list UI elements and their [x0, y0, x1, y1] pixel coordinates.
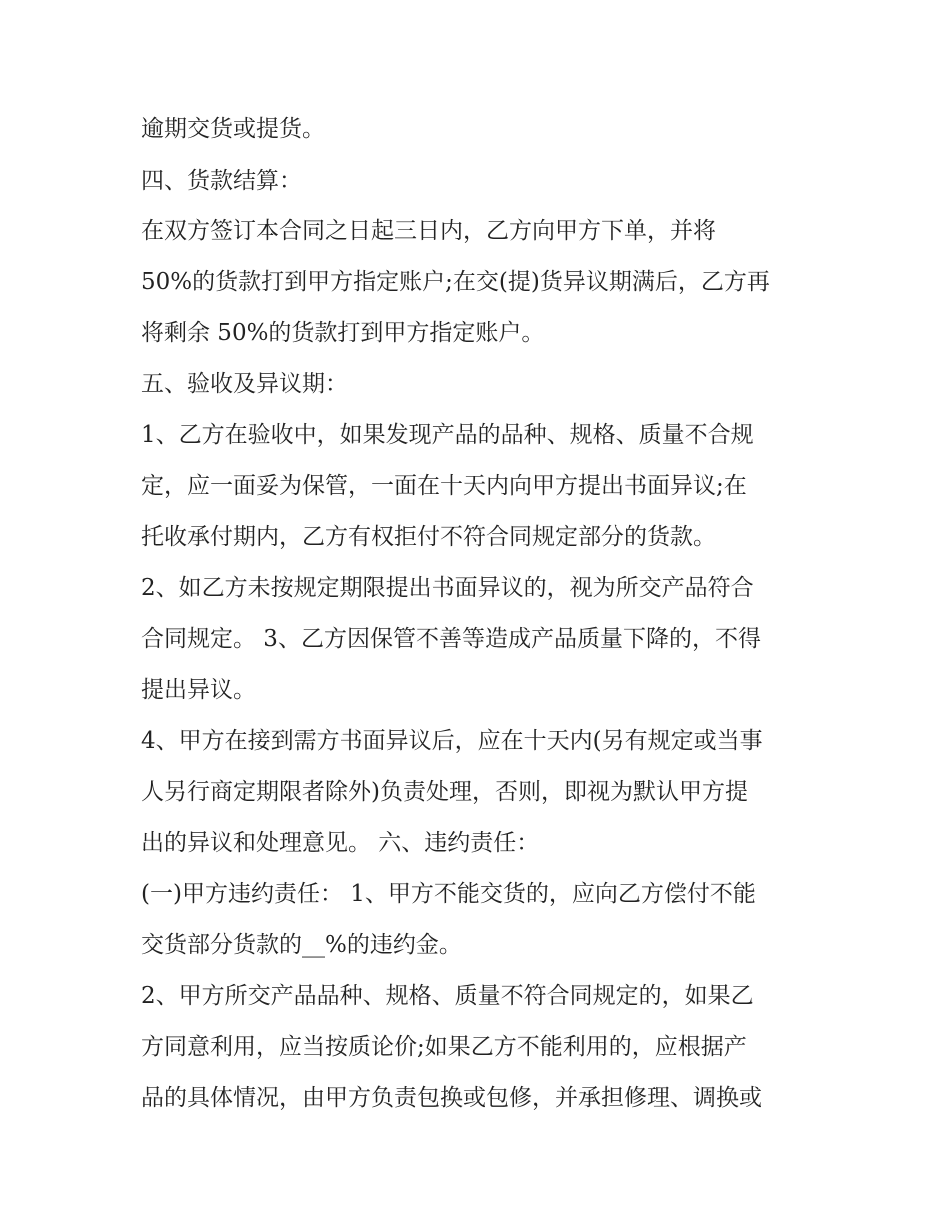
text-line: 4、甲方在接到需方书面异议后，应在十天内(另有规定或当事: [141, 728, 763, 754]
text-line: 定，应一面妥为保管，一面在十天内向甲方提出书面异议;在: [141, 473, 747, 499]
text-line: 提出异议。: [141, 677, 256, 703]
text-line: (一)甲方违约责任： 1、甲方不能交货的，应向乙方偿付不能: [141, 881, 756, 907]
text-line: 交货部分货款的__%的违约金。: [141, 932, 462, 958]
text-line: 将剩余 50%的货款打到甲方指定账户。: [141, 320, 545, 346]
text-line: 1、乙方在验收中，如果发现产品的品种、规格、质量不合规: [141, 422, 754, 448]
section-heading: 四、货款结算：: [141, 168, 302, 194]
text-line: 托收承付期内，乙方有权拒付不符合同规定部分的货款。: [141, 524, 716, 550]
text-line: 在双方签订本合同之日起三日内，乙方向甲方下单，并将: [141, 218, 716, 244]
section-heading: 五、验收及异议期：: [141, 371, 348, 397]
text-line: 品的具体情况，由甲方负责包换或包修，并承担修理、调换或: [141, 1085, 762, 1111]
text-line: 人另行商定期限者除外)负责处理，否则，即视为默认甲方提: [141, 779, 748, 805]
text-line: 方同意利用，应当按质论价;如果乙方不能利用的，应根据产: [141, 1034, 747, 1060]
text-line: 2、甲方所交产品品种、规格、质量不符合同规定的，如果乙: [141, 983, 754, 1009]
text-line: 50%的货款打到甲方指定账户;在交(提)货异议期满后，乙方再: [141, 269, 770, 295]
text-line: 出的异议和处理意见。 六、违约责任：: [141, 830, 540, 856]
text-line: 逾期交货或提货。: [141, 116, 325, 142]
text-line: 2、如乙方未按规定期限提出书面异议的，视为所交产品符合: [141, 575, 754, 601]
text-line: 合同规定。 3、乙方因保管不善等造成产品质量下降的，不得: [141, 626, 761, 652]
